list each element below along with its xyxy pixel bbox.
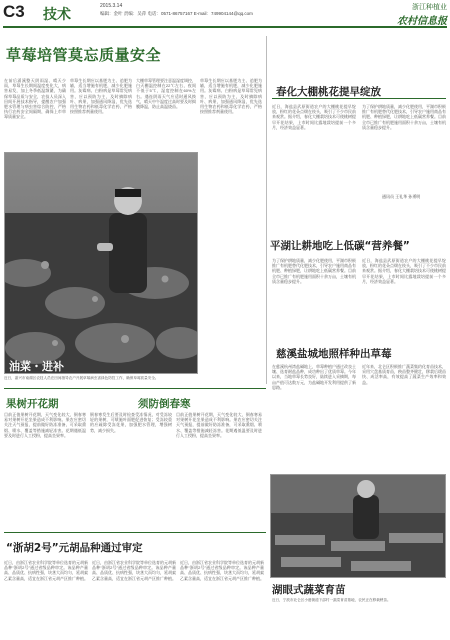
- right-top-col1: 近日，海盐县武原街道农户的大棚桃花提早绽放，粉红的花朵点缀在枝头，吸引了不少市民前来观赏。据介绍，春化大棚栽培技术可使桃树提早开花结果，上市时间比露地栽培提前一个多月，经济效益显著。: [272, 104, 356, 130]
- right-top-col2: 为了保护耕地质量，减少化肥使用，平湖市积极推广有机肥替代化肥技术，引导农户施用商品有机肥、种植绿肥，让耕地吃上低碳营养餐。目前全市已推广有机肥施用面积十余万亩，土壤有机质含量稳步提升。: [362, 104, 446, 130]
- right-low-headline: 慈溪盐城地照样种出草莓: [276, 348, 392, 360]
- bottom-right-photo: [270, 474, 446, 578]
- bottom-left-headline: 果树开花期: [6, 398, 59, 410]
- masthead: [3, 2, 447, 28]
- bottom-wide-col3: 近日，由浙江省农业科学院等单位选育的元胡新品种“浙胡2号”通过省级品种审定。该品种产量高、品质优、抗病性强，块茎大而均匀，延胡索乙素含量高，适宜在浙江省元胡产区推广种植。: [180, 560, 264, 581]
- right-low-col2: 近年来，北仑区积极推广蔬菜集约化育苗技术，采用穴盘基质育苗，秧苗整齐健壮，移栽后缓苗快、成活率高，有效提高了蔬菜生产效率和效益。: [362, 364, 446, 385]
- main-photo-caption: 近日，嘉兴市南湖区农技人员在田间指导农户开展草莓病虫害绿色防控工作，确保草莓质量安全。: [4, 376, 159, 380]
- headline-rule: [272, 98, 446, 99]
- bottom-wide-col2: 近日，由浙江省农业科学院等单位选育的元胡新品种“浙胡2号”通过省级品种审定。该品种产量高、品质优、抗病性强，块茎大而均匀，延胡索乙素含量高，适宜在浙江省元胡产区推广种植。: [92, 560, 176, 581]
- right-mid-col1: 为了保护耕地质量，减少化肥使用，平湖市积极推广有机肥替代化肥技术，引导农户施用商品有机肥、种植绿肥，让耕地吃上低碳营养餐。目前全市已推广有机肥施用面积十余万亩，土壤有机质含量稳步提升。: [272, 258, 356, 284]
- right-top-byline: 通讯员 王礼华 孙勇明: [382, 194, 421, 199]
- section-rule: [4, 388, 266, 389]
- bottom-left-col1: 目前正值果树开花期，天气变化较大，倒春寒易对果树开花坐果造成不利影响。果农应密切关注天气预报，提前做好防冻准备，可采取熏烟、喷水、覆盖等措施减轻冻害。花期遇低温要及时进行人工授粉，提高坐果率。: [4, 412, 86, 438]
- column-divider: [266, 36, 267, 384]
- right-mid-headline: 平湖让耕地吃上低碳“营养餐”: [270, 240, 410, 252]
- bottom-right-caption: 近日，宁波市北仑区小港街道下邵村一蔬菜育苗基地，农民正在移栽秧苗。: [272, 598, 391, 602]
- main-article-col4: 草莓生长期应以基肥为主、追肥为辅，适当增施有机肥，减少化肥施用。灰霉病、白粉病是草莓常见病害，应以预防为主，及时摘除病叶、病果，加强通风降湿，优先选用生物农药和低毒化学农药，严格按照推荐剂量使用。: [200, 78, 262, 115]
- photo-label: 油菜・进补: [9, 360, 64, 373]
- editor-line: 编辑：金叶 责编：吴萍 电话：0571-86757167 E-mail：749904144@qq.com: [100, 11, 253, 16]
- issue-date: 2015.3.14: [100, 3, 123, 9]
- bottom-mid-headline: 须防倒春寒: [138, 398, 191, 410]
- main-article-col1: 在前后涌溪整天阴雨湿、晴天少雨，草莓生长期间温度变化大，病害易发，加上冬季低温频繁，为确保草莓品质与安全，农技人员深入田间开展技术指导，提醒农户加强肥水管理与病虫害综合防控，严格执行农药安全间隔期，确保上市草莓质量安全。: [4, 78, 66, 120]
- paper-logo: 农村信息报: [397, 16, 447, 27]
- bottom-left-col2: 倒春寒发生后要及时检查受冻情况，对受冻较轻的果树，可喷施叶面肥促进恢复；受冻较重的应疏除受冻花果，加强肥水管理，增强树势，减少损失。: [90, 412, 172, 433]
- strawberry-field-illustration: [5, 153, 198, 374]
- right-mid-col2: 近日，海盐县武原街道农户的大棚桃花提早绽放，粉红的花朵点缀在枝头，吸引了不少市民前来观赏。据介绍，春化大棚栽培技术可使桃树提早开花结果，上市时间比露地栽培提前一个多月，经济效益显著。: [362, 258, 446, 284]
- main-photo: [4, 152, 198, 374]
- section-code: C3: [3, 2, 25, 21]
- section-name: 技术: [43, 6, 71, 22]
- main-article-col3: 大棚草莓管理要注意温湿度调控，白天棚温控制在22℃左右，夜间不低于5℃，湿度控制在60%左右。遇连阴雨天气应适时通风换气，晴天中午温度过高时要及时揭膜降温，防止高温烧苗。: [136, 78, 196, 110]
- region-label: 浙江种植业: [412, 4, 447, 11]
- bottom-right-headline: 湖眼式蔬菜育苗: [272, 584, 346, 596]
- main-headline: 草莓培管莫忘质量安全: [6, 46, 162, 64]
- right-low-col1: 在慈溪杭州湾盐碱地上，草莓种植户通过改良土壤、选育耐盐品种，成功种出了优质草莓。今年以来，当地草莓长势良好，陆续进入采摘期，每亩产值可达数万元，为盐碱地开发利用提供了新思路。: [272, 364, 356, 390]
- main-article-col2: 草莓生长期应以基肥为主、追肥为辅，适当增施有机肥，减少化肥施用。灰霉病、白粉病是草莓常见病害，应以预防为主，及时摘除病叶、病果，加强通风降湿，优先选用生物农药和低毒化学农药，严格按照推荐剂量使用。: [70, 78, 132, 115]
- section-rule-2: [4, 532, 266, 533]
- seedling-nursery-illustration: [271, 475, 446, 578]
- bottom-wide-headline: “浙胡2号”元胡品种通过审定: [6, 542, 143, 554]
- bottom-left-col3: 目前正值果树开花期，天气变化较大，倒春寒易对果树开花坐果造成不利影响。果农应密切关注天气预报，提前做好防冻准备，可采取熏烟、喷水、覆盖等措施减轻冻害。花期遇低温要及时进行人工授粉，提高坐果率。: [176, 412, 262, 438]
- bottom-wide-col1: 近日，由浙江省农业科学院等单位选育的元胡新品种“浙胡2号”通过省级品种审定。该品种产量高、品质优、抗病性强，块茎大而均匀，延胡索乙素含量高，适宜在浙江省元胡产区推广种植。: [4, 560, 88, 581]
- right-top-headline: 春化大棚桃花提早绽放: [276, 86, 381, 98]
